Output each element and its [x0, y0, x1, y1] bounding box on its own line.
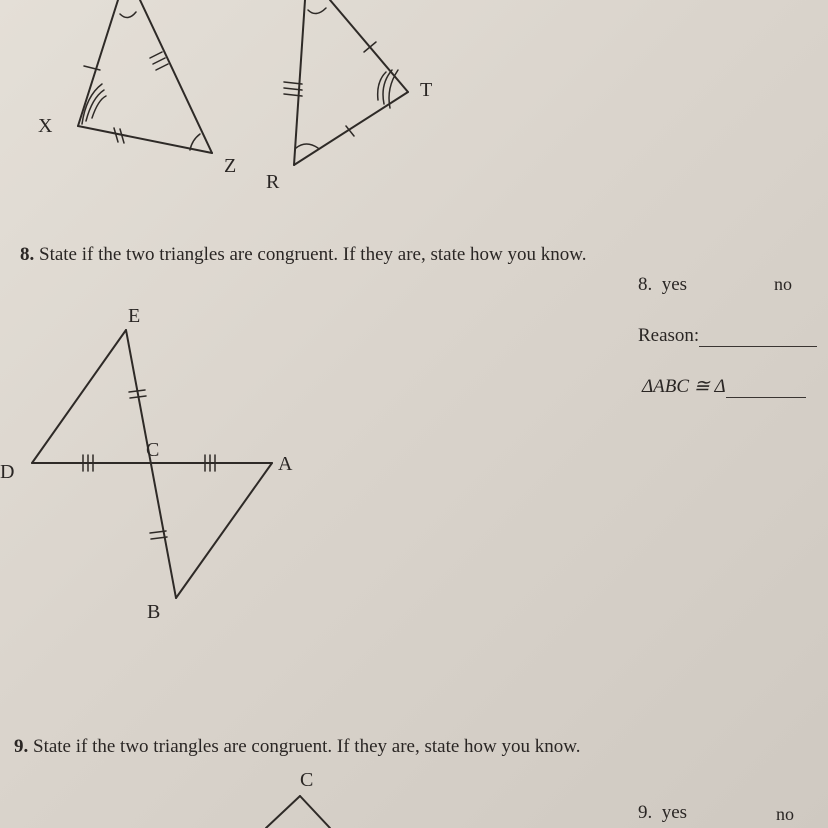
answer-9-yes[interactable]: yes	[661, 802, 688, 823]
answer-9-number	[638, 802, 687, 824]
reason-8-label: Reason:	[638, 325, 700, 346]
vertex-label-x: X	[38, 115, 53, 137]
congruence-8-row	[642, 375, 806, 398]
question-8	[20, 244, 586, 266]
vertex-label-c-q9: C	[300, 769, 314, 791]
answer-8-number	[638, 274, 687, 296]
congruence-8-prefix: ΔABC ≅ Δ	[642, 376, 726, 397]
congruence-8-blank[interactable]	[726, 397, 806, 398]
answer-8-label: 8.	[638, 274, 653, 295]
vertex-label-a: A	[278, 453, 293, 475]
vertex-label-c: C	[146, 439, 160, 461]
triangle-figure-q8	[32, 330, 272, 598]
reason-8-blank[interactable]	[699, 346, 817, 347]
question-9-number: 9.	[14, 736, 29, 757]
question-9-text: State if the two triangles are congruent. If they are, state how you know.	[33, 736, 581, 757]
answer-8-no[interactable]: no	[774, 274, 792, 294]
answer-8-yes[interactable]: yes	[661, 274, 688, 295]
question-8-number: 8.	[20, 244, 35, 265]
vertex-label-d: D	[0, 461, 15, 483]
question-8-text: State if the two triangles are congruent. If they are, state how you know.	[39, 244, 587, 265]
vertex-label-r: R	[266, 171, 280, 193]
reason-8-row	[638, 325, 817, 347]
answer-9-label: 9.	[638, 802, 653, 823]
triangle-figure-q9	[266, 796, 330, 828]
triangle-xyz	[78, 0, 212, 153]
vertex-label-z: Z	[224, 155, 237, 177]
vertex-label-e: E	[128, 305, 141, 327]
answer-9-no[interactable]: no	[776, 804, 794, 824]
vertex-label-t: T	[420, 79, 433, 101]
triangle-rst	[284, 0, 408, 165]
vertex-label-b: B	[147, 601, 161, 623]
question-9	[14, 736, 580, 758]
